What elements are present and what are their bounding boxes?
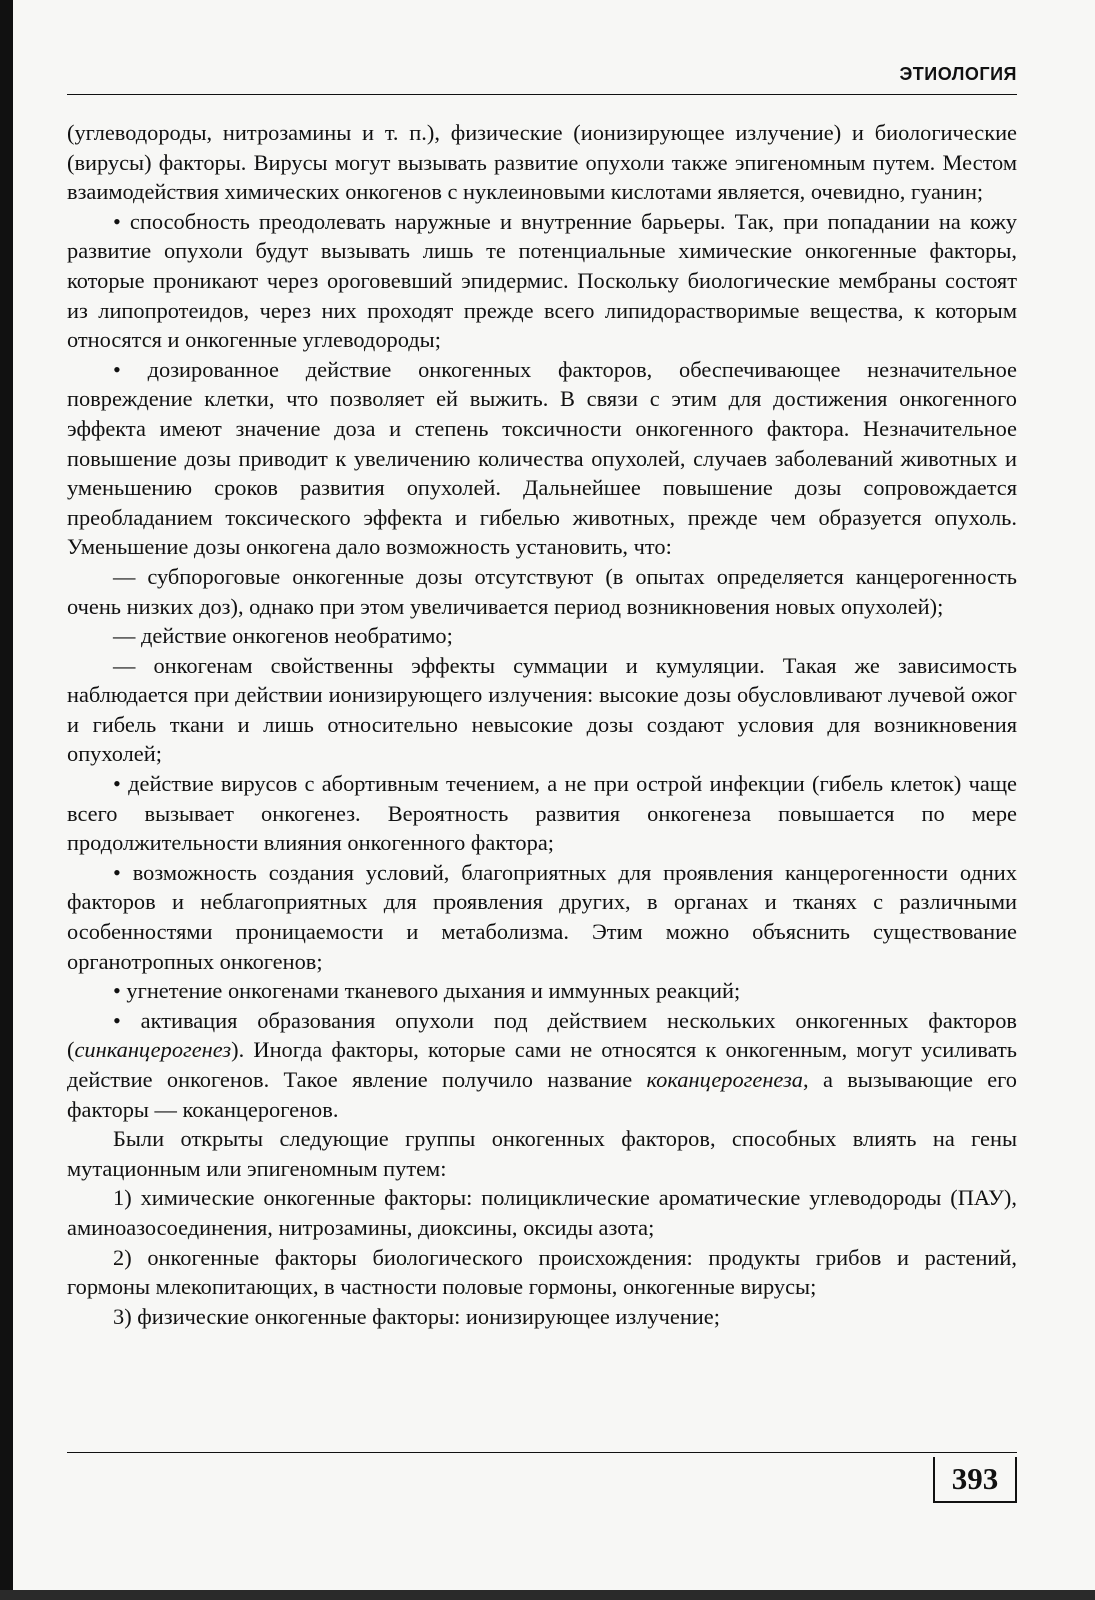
scan-left-edge xyxy=(0,0,13,1600)
paragraph-dash-irreversible: — действие онкогенов необратимо; xyxy=(113,623,453,649)
page-number: 393 xyxy=(951,1461,999,1496)
paragraph-bullet-activation xyxy=(67,1006,1017,1124)
list-item-physical: 3) физические онкогенные факторы: ионизирующее излучение; xyxy=(113,1303,720,1329)
paragraph-bullet-dosage: • дозированное действие онкогенных факторов, обеспечивающее незначительное повреждение клетки, что позволяет ей выжить. В связи с этим для достижения онкогенного эффекта имеют значение доза и степень токсичности онкогенного фактора. Незначительное повышение дозы приводит к увеличению количества опухолей, случаев заболеваний животных и уменьшению сроков развития опухолей. Дальнейшее повышение дозы сопровождается преобладанием токсического эффекта и гибелью животных, прежде чем образуется опухоль. Уменьшение дозы онкогена дало возможность установить, что: xyxy=(67,356,1017,560)
paragraph-groups-intro: Были открыты следующие группы онкогенных факторов, способных влиять на гены мутационным или эпигеномным путем: xyxy=(67,1126,1017,1181)
list-item-biological: 2) онкогенные факторы биологического происхождения: продукты грибов и растений, гормоны млекопитающих, в частности половые гормоны, онкогенные вирусы; xyxy=(67,1244,1017,1300)
paragraph-bullet-suppression: • угнетение онкогенами тканевого дыхания и иммунных реакций; xyxy=(113,978,741,1004)
text-fragment: • активация образования опухоли под действием нескольких онкогенных факторов ( xyxy=(67,1007,1017,1063)
paragraph-dash-subthreshold: — субпороговые онкогенные дозы отсутствуют (в опытах определяется канцерогенность очень низких доз), однако при этом увеличивается период возникновения новых опухолей); xyxy=(67,563,1017,619)
page-number-box xyxy=(933,1457,1017,1503)
paragraph-bullet-viruses: • действие вирусов с абортивным течением, а не при острой инфекции (гибель клеток) чаще всего вызывает онкогенез. Вероятность развития онкогенеза повышается по мере продолжительности влияния онкогенного фактора; xyxy=(67,771,1017,856)
footer-rule xyxy=(67,1452,1017,1453)
header-rule xyxy=(67,94,1017,95)
paragraph-continuation: (углеводороды, нитрозамины и т. п.), физические (ионизирующее излучение) и биологические (вирусы) факторы. Вирусы могут вызывать развитие опухоли также эпигеномным путем. Местом взаимодействия химических онкогенов с нуклеиновыми кислотами является, очевидно, гуанин; xyxy=(67,120,1017,205)
term-cocarcinogenesis: коканцерогенеза xyxy=(646,1067,804,1092)
text-fragment: , а вызывающие его факторы — коканцерогенов. xyxy=(67,1067,1017,1122)
running-head: ЭТИОЛОГИЯ xyxy=(899,64,1017,84)
paragraph-dash-summation: — онкогенам свойственны эффекты суммации и кумуляции. Такая же зависимость наблюдается при действии ионизирующего излучения: высокие дозы обусловливают лучевой ожог и гибель ткани и лишь относительно невысокие дозы создают условия для возникновения опухолей; xyxy=(67,652,1017,767)
text-fragment: ). Иногда факторы, которые сами не относятся к онкогенным, могут усиливать действие онкогенов. Такое явление получило название xyxy=(67,1037,1017,1092)
paragraph-bullet-barriers: • способность преодолевать наружные и внутренние барьеры. Так, при попадании на кожу развитие опухоли будут вызывать лишь те потенциальные химические онкогенные факторы, которые проникают через ороговевший эпидермис. Поскольку биологические мембраны состоят из липопротеидов, через них проходят прежде всего липидорастворимые вещества, к которым относятся и онкогенные углеводороды; xyxy=(67,208,1017,353)
page-body xyxy=(67,118,1017,1331)
list-item-chemical: 1) химические онкогенные факторы: полициклические ароматические углеводороды (ПАУ), аминоазосоединения, нитрозамины, диоксины, оксиды азота; xyxy=(67,1185,1017,1240)
paragraph-bullet-conditions: • возможность создания условий, благоприятных для проявления канцерогенности одних факторов и неблагоприятных для проявления других, в органах и тканях с различными особенностями проницаемости и метаболизма. Этим можно объяснить существование органотропных онкогенов; xyxy=(67,859,1017,974)
scan-bottom-edge xyxy=(0,1590,1095,1600)
term-syncarcinogenesis: синканцерогенез xyxy=(74,1037,232,1063)
